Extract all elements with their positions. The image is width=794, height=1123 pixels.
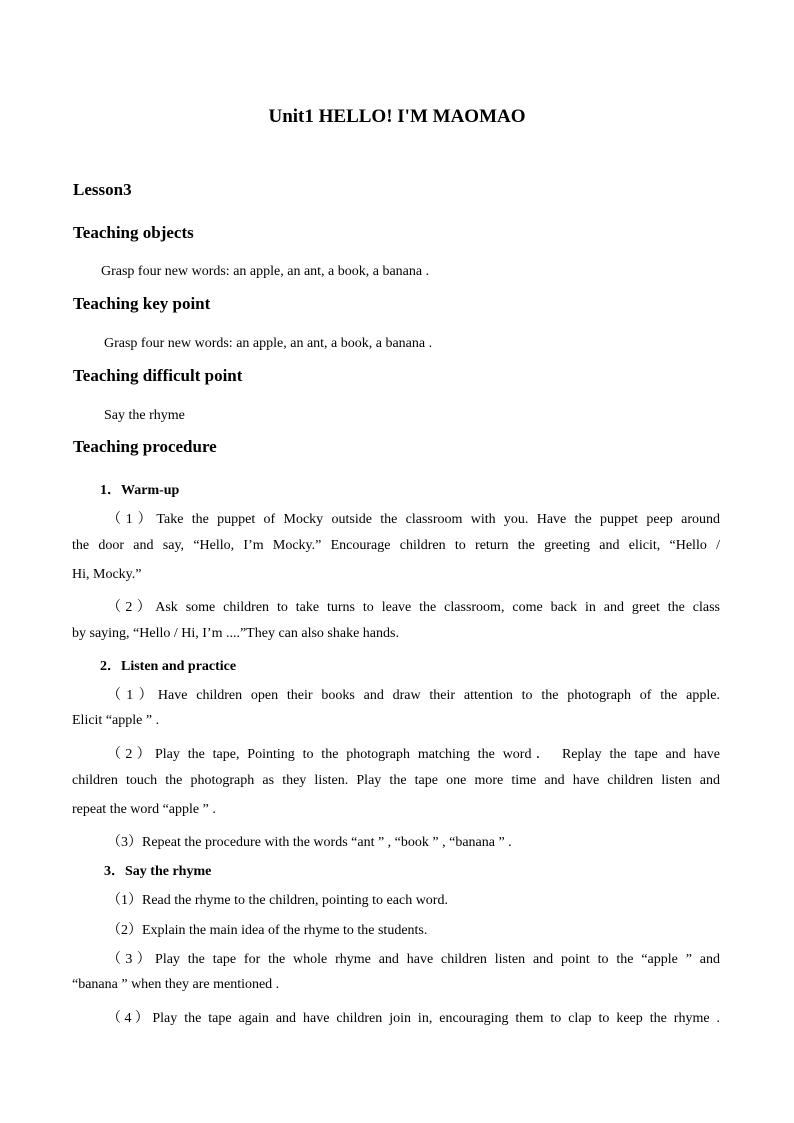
warm-up-step1-line3: Hi, Mocky.” [72, 567, 142, 582]
rhyme-step1-line1: （1）Read the rhyme to the children, pointing to each word. [107, 893, 448, 908]
listen-step1-line1: （1）Have children open their books and draw their attention to the photograph of the apple. [107, 688, 720, 703]
teaching-difficult-point-heading: Teaching difficult point [73, 366, 243, 385]
listen-step2-line3: repeat the word “apple ” . [72, 802, 216, 817]
warm-up-step1-line1: （1）Take the puppet of Mocky outside the classroom with you. Have the puppet peep around [107, 512, 720, 527]
lesson-heading: Lesson3 [73, 180, 132, 199]
listen-step3-line1: （3）Repeat the procedure with the words “ant ” , “book ” , “banana ” . [107, 835, 512, 850]
listen-step2-line1: （2）Play the tape, Pointing to the photograph matching the word． Replay the tape and have [107, 747, 720, 762]
teaching-difficult-point-text: Say the rhyme [104, 408, 185, 423]
warm-up-step2-line1: （2）Ask some children to take turns to leave the classroom, come back in and greet the class [107, 600, 720, 615]
warm-up-step1-line2: the door and say, “Hello, I’m Mocky.” Encourage children to return the greeting and elicit, “Hello / [72, 538, 720, 553]
teaching-objects-text: Grasp four new words: an apple, an ant, a book, a banana . [101, 264, 430, 279]
rhyme-step4-line1: （4）Play the tape again and have children join in, encouraging them to clap to keep the rhyme . [107, 1011, 720, 1026]
teaching-objects-heading: Teaching objects [73, 223, 194, 242]
page-title: Unit1 HELLO! I'M MAOMAO [268, 106, 526, 127]
teaching-procedure-heading: Teaching procedure [73, 437, 217, 456]
section-listen-practice-title: 2．Listen and practice [100, 659, 237, 674]
rhyme-step3-line2: “banana ” when they are mentioned . [72, 977, 280, 992]
section-say-rhyme-title: 3．Say the rhyme [104, 864, 212, 879]
section-warm-up-title: 1．Warm-up [100, 483, 180, 498]
teaching-key-point-text: Grasp four new words: an apple, an ant, a book, a banana . [104, 336, 433, 351]
listen-step1-line2: Elicit “apple ” . [72, 713, 160, 728]
rhyme-step3-line1: （3）Play the tape for the whole rhyme and have children listen and point to the “apple ” and [107, 952, 720, 967]
teaching-key-point-heading: Teaching key point [73, 294, 211, 313]
rhyme-step2-line1: （2）Explain the main idea of the rhyme to the students. [107, 923, 428, 938]
warm-up-step2-line2: by saying, “Hello / Hi, I’m ....”They can also shake hands. [72, 626, 399, 641]
listen-step2-line2: children touch the photograph as they listen. Play the tape one more time and have children listen and [72, 773, 720, 788]
